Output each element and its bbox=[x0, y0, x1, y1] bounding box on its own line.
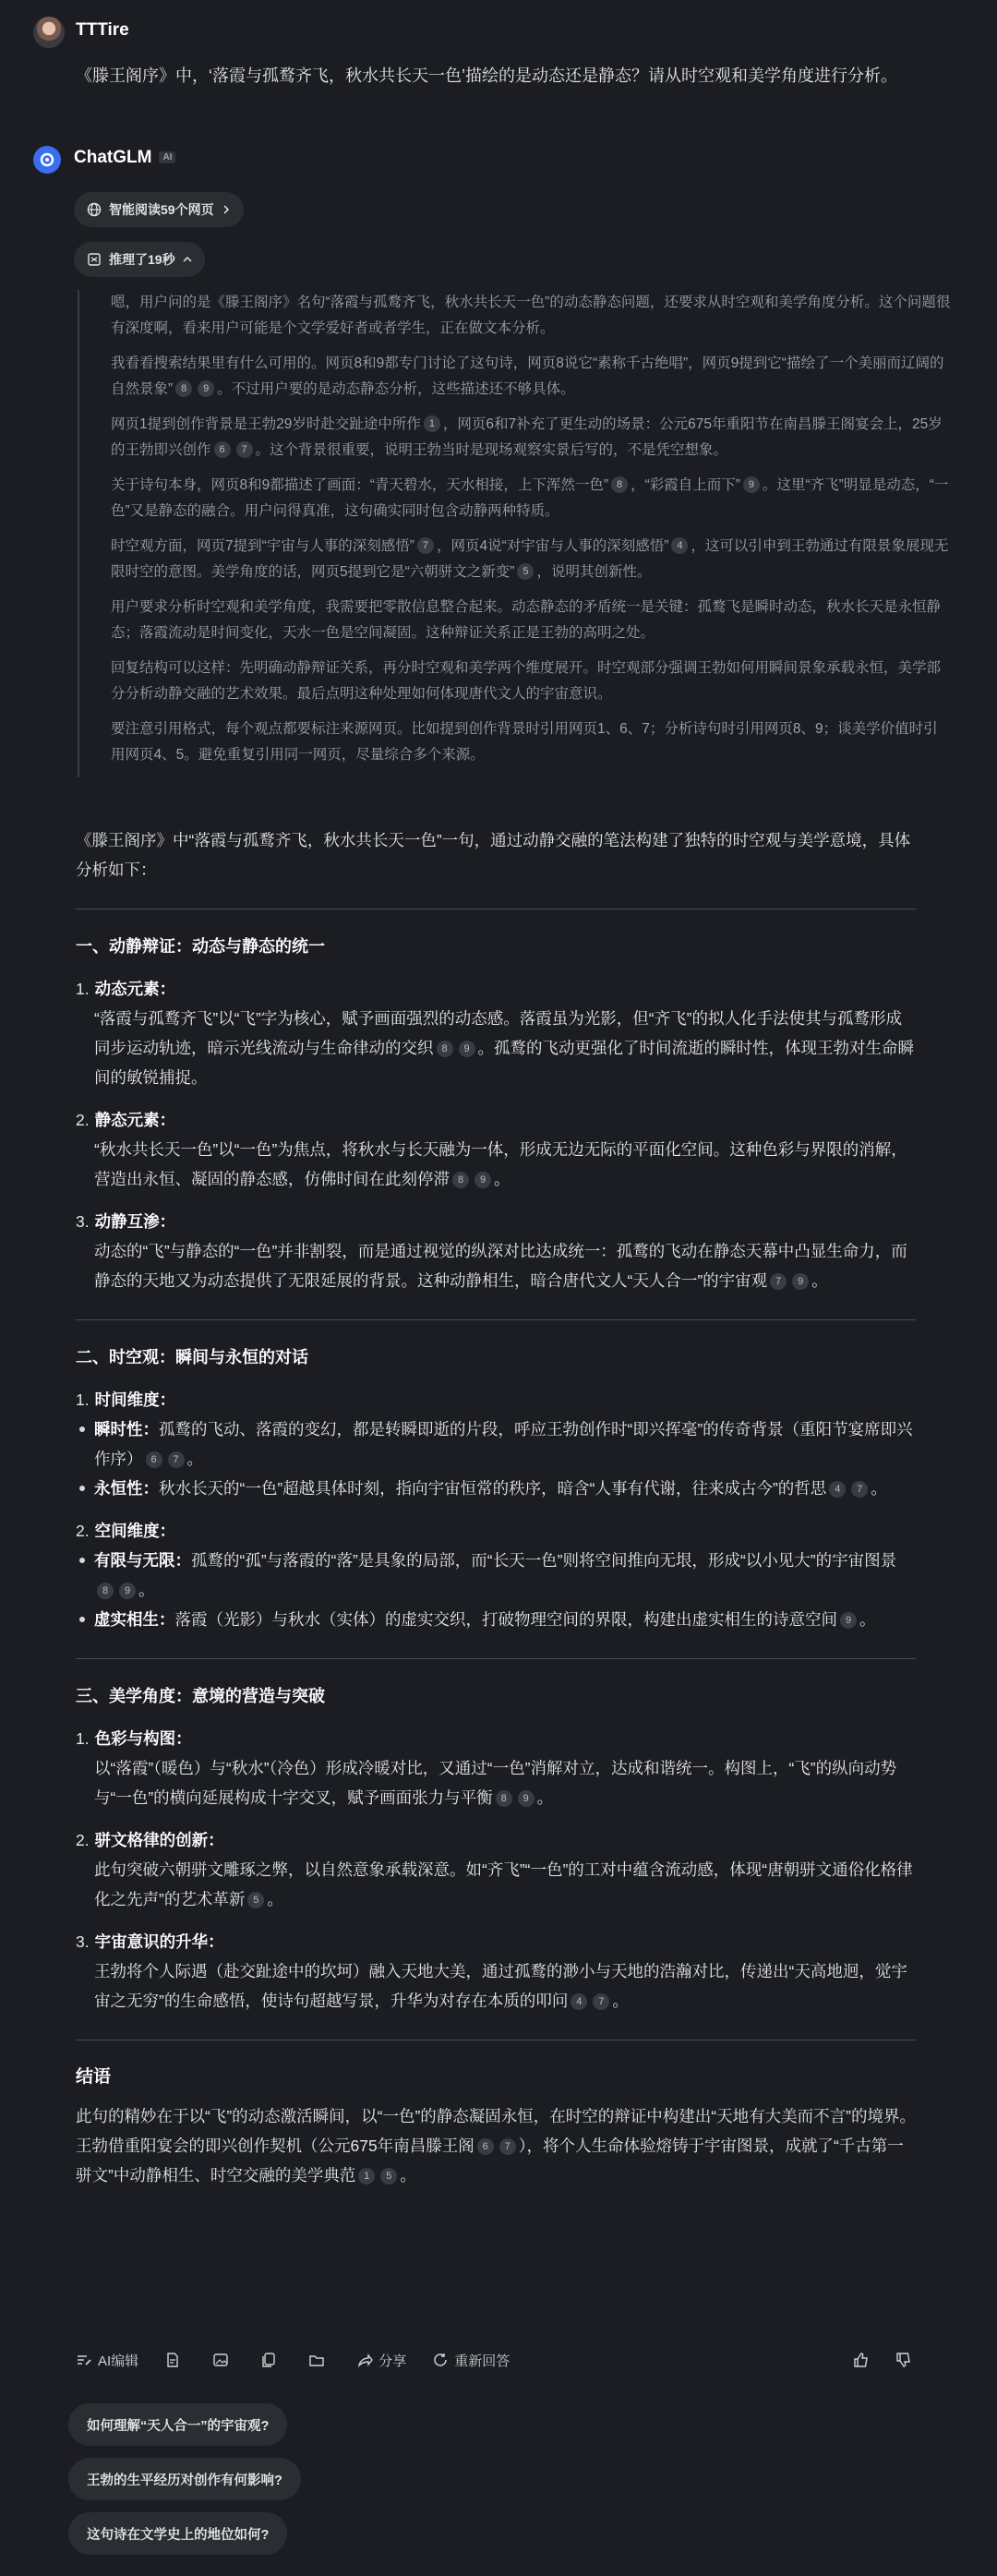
save-button[interactable] bbox=[308, 2352, 330, 2368]
share-label: 分享 bbox=[378, 2353, 407, 2369]
bullet-item: 永恒性：秋水长天的“一色”超越具体时刻，指向宇宙恒常的秩序，暗含“人事有代谢，往来成古今”的哲思 4 7 。 bbox=[76, 1474, 916, 1503]
document-icon bbox=[164, 2352, 181, 2368]
chatglm-logo-icon bbox=[33, 146, 61, 174]
section-heading: 三、美学角度：意境的营造与突破 bbox=[76, 1687, 325, 1705]
bullet-item: 虚实相生：落霞（光影）与秋水（实体）的虚实交织，打破物理空间的界限，构建出虚实相生的诗意空间 9 。 bbox=[76, 1605, 916, 1634]
citation[interactable]: 9 bbox=[198, 380, 214, 397]
citation[interactable]: 4 bbox=[571, 1993, 587, 2010]
list-item: 1. 时间维度： 瞬时性：孤鹜的飞动、落霞的变幻，都是转瞬即逝的片段，呼应王勃创作时“即兴挥毫”的传奇背景（重阳节宴席即兴作序） 6 7 。 永恒性：秋水长天的“一色”超越具体时刻，指向宇宙恒常的秩序，暗含“人事有代谢，往来成古今”的哲思 4 7 。 bbox=[76, 1385, 916, 1503]
answer-body bbox=[76, 825, 916, 2190]
citation[interactable]: 1 bbox=[358, 2168, 375, 2185]
bullet-item: 瞬时性：孤鹜的飞动、落霞的变幻，都是转瞬即逝的片段，呼应王勃创作时“即兴挥毫”的传奇背景（重阳节宴席即兴作序） 6 7 。 bbox=[76, 1414, 916, 1474]
reasoning-paragraph: 用户要求分析时空观和美学角度，我需要把零散信息整合起来。动态静态的矛盾统一是关键：孤鹜飞是瞬时动态，秋水长天是永恒静态；落霞流动是时间变化，天水一色是空间凝固。这种辩证关系正是王勃的高明之处。 bbox=[111, 599, 942, 641]
suggestion-button[interactable]: 如何理解“天人合一”的宇宙观? bbox=[68, 2403, 287, 2446]
ai-edit-button[interactable] bbox=[76, 2351, 138, 2370]
globe-icon bbox=[87, 202, 102, 217]
conclusion-text: 此句的精妙在于以“飞”的动态激活瞬间，以“一色”的静态凝固永恒，在时空的辩证中构建出“天地有大美而不言”的境界。王勃借重阳宴会的即兴创作契机（公元675年南昌滕王阁 6 7 ），将个人生命体验熔铸于宇宙图景，成就了“千古第一骈文”中动静相生、时空交融的美学典范 1 5 。 bbox=[76, 2107, 916, 2185]
reasoning-paragraph: 要注意引用格式，每个观点都要标注来源网页。比如提到创作背景时引用网页1、6、7；分析诗句时引用网页8、9；谈美学价值时引用网页4、5。避免重复引用同一网页，尽量综合多个来源。 bbox=[111, 721, 938, 763]
citation[interactable]: 8 bbox=[97, 1583, 114, 1599]
citation[interactable]: 9 bbox=[474, 1172, 491, 1188]
citation[interactable]: 9 bbox=[518, 1790, 535, 1807]
list-item: 2. 静态元素： “秋水共长天一色”以“一色”为焦点，将秋水与长天融为一体，形成无边无际的平面化空间。这种色彩与界限的消解，营造出永恒、凝固的静态感，仿佛时间在此刻停滞 8 9 。 bbox=[76, 1111, 907, 1188]
citation[interactable]: 4 bbox=[829, 1481, 846, 1498]
suggestion-button[interactable]: 这句诗在文学史上的地位如何? bbox=[68, 2512, 287, 2555]
reasoning-block bbox=[78, 290, 951, 777]
citation[interactable]: 9 bbox=[840, 1612, 857, 1629]
regenerate-label: 重新回答 bbox=[454, 2353, 511, 2369]
chevron-up-icon bbox=[183, 255, 192, 264]
citation[interactable]: 7 bbox=[851, 1481, 868, 1498]
thumbs-up-icon bbox=[853, 2352, 870, 2368]
thumbs-up-button[interactable] bbox=[853, 2352, 875, 2368]
share-icon bbox=[356, 2352, 373, 2368]
message-toolbar bbox=[76, 2343, 918, 2377]
reasoning-pill[interactable] bbox=[74, 242, 205, 277]
citation[interactable]: 8 bbox=[496, 1790, 512, 1807]
list-item: 3. 动静互渗： 动态的“飞”与静态的“一色”并非割裂，而是通过视觉的纵深对比达成统一：孤鹜的飞动在静态天幕中凸显生命力，而静态的天地又为动态提供了无限延展的背景。这种动静相生，暗合唐代文人“天人合一”的宇宙观 7 9 。 bbox=[76, 1212, 907, 1290]
list-item: 1. 动态元素： “落霞与孤鹜齐飞”以“飞”字为核心，赋予画面强烈的动态感。落霞虽为光影，但“齐飞”的拟人化手法使其与孤鹜形成同步运动轨迹，暗示光线流动与生命律动的交织 8 9 。孤鹜的飞动更强化了时间流逝的瞬时性，体现王勃对生命瞬间的敏锐捕捉。 bbox=[76, 980, 914, 1087]
section-heading: 一、动静辩证：动态与静态的统一 bbox=[76, 937, 325, 956]
conclusion-heading: 结语 bbox=[76, 2067, 112, 2087]
divider bbox=[76, 1658, 916, 1659]
user-name: TTTire bbox=[76, 20, 129, 40]
answer-intro: 《滕王阁序》中“落霞与孤鹜齐飞，秋水共长天一色”一句，通过动静交融的笔法构建了独特的时空观与美学意境，具体分析如下： bbox=[76, 831, 911, 879]
reasoning-paragraph: 时空观方面，网页7提到“宇宙与人事的深刻感悟” 7 ，网页4说“对宇宙与人事的深刻感悟” 4 ，这可以引申到王勃通过有限景象展现无限时空的意图。美学角度的话，网页5提到它是“六朝骈文之新变” 5 ，说明其创新性。 bbox=[111, 538, 949, 580]
reasoning-paragraph: 回复结构可以这样：先明确动静辩证关系，再分时空观和美学两个维度展开。时空观部分强调王勃如何用瞬间景象承载永恒，美学部分分析动静交融的艺术效果。最后点明这种处理如何体现唐代文人的宇宙意识。 bbox=[111, 660, 942, 702]
user-question: 《滕王阁序》中，‘落霞与孤鹜齐飞，秋水共长天一色’描绘的是动态还是静态？请从时空观和美学角度进行分析。 bbox=[76, 66, 897, 85]
citation[interactable]: 5 bbox=[247, 1892, 264, 1908]
citation[interactable]: 9 bbox=[792, 1273, 809, 1290]
citation[interactable]: 9 bbox=[119, 1583, 136, 1599]
citation[interactable]: 9 bbox=[743, 476, 760, 493]
citation[interactable]: 9 bbox=[459, 1041, 475, 1057]
citation[interactable]: 7 bbox=[168, 1451, 185, 1468]
citation[interactable]: 4 bbox=[671, 537, 688, 554]
citation[interactable]: 7 bbox=[417, 537, 434, 554]
citation[interactable]: 7 bbox=[770, 1273, 787, 1290]
citation[interactable]: 6 bbox=[477, 2138, 494, 2155]
citation[interactable]: 8 bbox=[611, 476, 628, 493]
folder-icon bbox=[308, 2352, 325, 2368]
citation[interactable]: 6 bbox=[214, 441, 231, 458]
citation[interactable]: 8 bbox=[437, 1041, 453, 1057]
citation[interactable]: 7 bbox=[236, 441, 253, 458]
search-pages-label: 智能阅读59个网页 bbox=[109, 202, 214, 217]
chevron-right-icon bbox=[222, 205, 231, 214]
search-pages-pill[interactable] bbox=[74, 192, 244, 227]
image-button[interactable] bbox=[212, 2352, 234, 2368]
list-item: 2. 骈文格律的创新： 此句突破六朝骈文雕琢之弊，以自然意象承载深意。如“齐飞”“一色”的工对中蕴含流动感，体现“唐朝骈文通俗化格律化之先声”的艺术革新 5 。 bbox=[76, 1831, 913, 1908]
citation[interactable]: 7 bbox=[499, 2138, 516, 2155]
regenerate-button[interactable] bbox=[432, 2351, 510, 2370]
refresh-icon bbox=[432, 2352, 449, 2368]
bullet-item: 有限与无限：孤鹜的“孤”与落霞的“落”是具象的局部，而“长天一色”则将空间推向无垠，形成“以小见大”的宇宙图景8 9 。 bbox=[76, 1546, 916, 1605]
thumbs-down-icon bbox=[895, 2352, 912, 2368]
list-item: 2. 空间维度： 有限与无限：孤鹜的“孤”与落霞的“落”是具象的局部，而“长天一色”则将空间推向无垠，形成“以小见大”的宇宙图景8 9 。 虚实相生：落霞（光影）与秋水（实体）的虚实交织，打破物理空间的界限，构建出虚实相生的诗意空间 9 。 bbox=[76, 1516, 916, 1634]
export-doc-button[interactable] bbox=[164, 2352, 186, 2368]
copy-button[interactable] bbox=[260, 2352, 282, 2368]
share-button[interactable] bbox=[356, 2351, 406, 2370]
list-item: 3. 宇宙意识的升华： 王勃将个人际遇（赴交趾途中的坎坷）融入天地大美，通过孤鹜的渺小与天地的浩瀚对比，传递出“天高地迥，觉宇宙之无穷”的生命感悟，使诗句超越写景，升华为对存在本质的叩问 4 7 。 bbox=[76, 1932, 907, 2010]
thumbs-down-button[interactable] bbox=[895, 2352, 918, 2368]
citation[interactable]: 7 bbox=[593, 1993, 609, 2010]
reasoning-paragraph: 我看看搜索结果里有什么可用的。网页8和9都专门讨论了这句诗，网页8说它“素称千古绝唱”，网页9提到它“描绘了一个美丽而辽阔的自然景象” 8 9 。不过用户要的是动态静态分析，这些描述还不够具体。 bbox=[111, 355, 944, 397]
reasoning-label: 推理了19秒 bbox=[109, 252, 175, 267]
ai-edit-label: AI编辑 bbox=[98, 2353, 139, 2369]
citation[interactable]: 5 bbox=[380, 2168, 397, 2185]
divider bbox=[76, 1319, 916, 1320]
citation[interactable]: 8 bbox=[452, 1172, 469, 1188]
reasoning-paragraph: 网页1提到创作背景是王勃29岁时赴交趾途中所作 1 ，网页6和7补充了更生动的场景：公元675年重阳节在南昌滕王阁宴会上，25岁的王勃即兴创作 6 7 。这个背景很重要，说明王勃当时是现场观察实景后写的，不是凭空想象。 bbox=[111, 416, 943, 458]
user-avatar bbox=[33, 17, 65, 48]
reasoning-icon bbox=[87, 252, 102, 267]
reasoning-paragraph: 嗯，用户问的是《滕王阁序》名句“落霞与孤鹜齐飞，秋水共长天一色”的动态静态问题，还要求从时空观和美学角度分析。这个问题很有深度啊，看来用户可能是个文学爱好者或者学生，正在做文本分析。 bbox=[111, 295, 951, 336]
suggestion-button[interactable]: 王勃的生平经历对创作有何影响? bbox=[68, 2458, 301, 2500]
ai-badge: AI bbox=[159, 151, 175, 163]
ai-edit-icon bbox=[76, 2352, 92, 2368]
assistant-name-label: ChatGLM bbox=[74, 148, 152, 167]
citation[interactable]: 6 bbox=[146, 1451, 162, 1468]
citation[interactable]: 8 bbox=[175, 380, 192, 397]
copy-icon bbox=[260, 2352, 277, 2368]
assistant-name bbox=[74, 148, 175, 168]
section-heading: 二、时空观：瞬间与永恒的对话 bbox=[76, 1348, 308, 1366]
image-icon bbox=[212, 2352, 229, 2368]
citation[interactable]: 1 bbox=[424, 415, 440, 432]
citation[interactable]: 5 bbox=[517, 563, 534, 580]
reasoning-paragraph: 关于诗句本身，网页8和9都描述了画面：“青天碧水，天水相接，上下浑然一色” 8 ，“彩霞自上而下” 9 。这里“齐飞”明显是动态，“一色”又是静态的融合。用户问得真准，这句确实同时包含动静两种特质。 bbox=[111, 477, 949, 519]
list-item: 1. 色彩与构图： 以“落霞”（暖色）与“秋水”（冷色）形成冷暖对比，又通过“一色”消解对立，达成和谐统一。构图上，“飞”的纵向动势与“一色”的横向延展构成十字交叉，赋予画面张力与平衡 8 9 。 bbox=[76, 1729, 897, 1807]
